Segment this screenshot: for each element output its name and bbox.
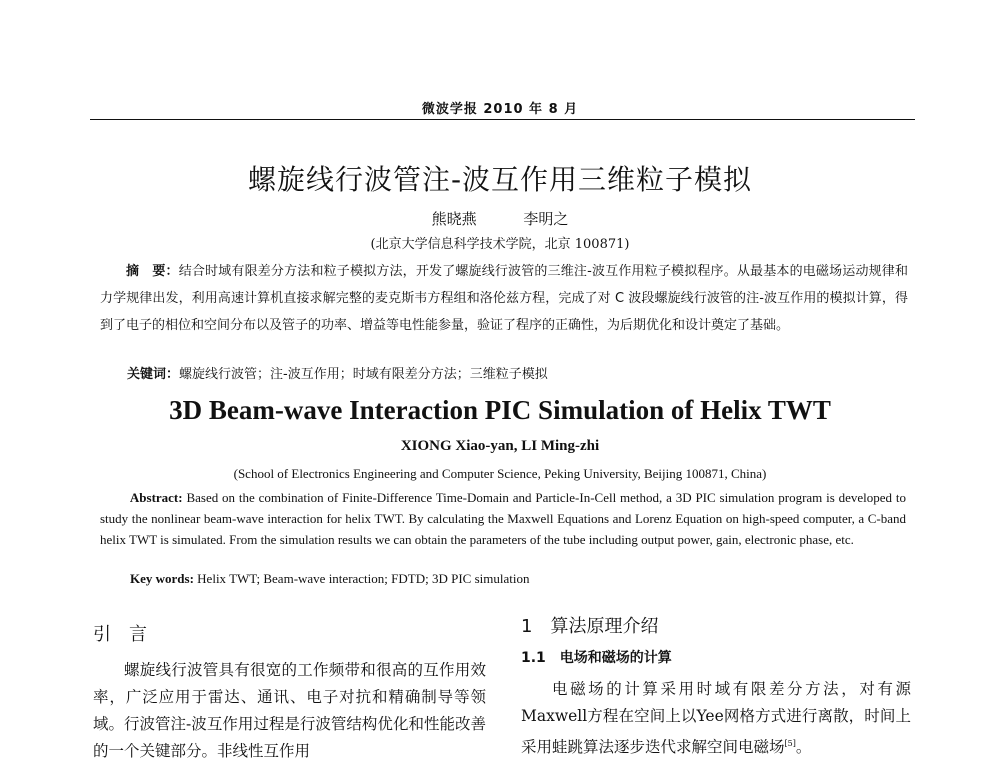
english-keywords [130,571,910,587]
intro-heading: 引言 [93,624,165,645]
english-affiliation: (School of Electronics Engineering and Computer Science, Peking University, Beijing 100871, China) [233,466,767,481]
chinese-abstract-text: 结合时域有限差分方法和粒子模拟方法，开发了螺旋线行波管的三维注-波互作用粒子模拟程序。从最基本的电磁场运动规律和力学规律出发，利用高速计算机直接求解完整的麦克斯韦方程组和洛伦兹方程，完成了对 C 波段螺旋线行波管的注-波互作用的模拟计算，得到了电子的相位和空间分布以及管子的功率、增益等电性能参量，验证了程序的正确性，为后期优化和设计奠定了基础。 [100,264,908,333]
section-1-1-end: 。 [795,738,812,757]
english-abstract-label: Abstract: [129,490,183,505]
intro-paragraph: 螺旋线行波管具有很宽的工作频带和很高的互作用效率，广泛应用于雷达、通讯、电子对抗和精确制导等领域。行波管注-波互作用过程是行波管结构优化和性能改善的一个关键部分。非线性互作用 [93,661,486,760]
section-1-1-paragraph [521,676,911,761]
section-1-heading: 1 算法原理介绍 [521,616,659,637]
chinese-keywords-label: 关键词： [127,367,180,382]
header-rule [90,119,915,120]
chinese-keywords [127,363,907,382]
english-title: 3D Beam-wave Interaction PIC Simulation of Helix TWT [169,395,831,425]
section-1-1-text: 电磁场的计算采用时域有限差分方法，对有源Maxwell方程在空间上以Yee网格方式进行离散，时间上采用蛙跳算法逐步迭代求解空间电磁场 [521,680,911,757]
chinese-keywords-text: 螺旋线行波管；注-波互作用；时域有限差分方法；三维粒子模拟 [179,367,548,382]
chinese-affiliation: (北京大学信息科学技术学院，北京 100871) [370,237,630,252]
citation-ref: [5] [784,739,796,748]
english-keywords-text: Helix TWT; Beam-wave interaction; FDTD; 3D PIC simulation [193,571,530,586]
chinese-authors [0,208,1000,229]
section-1-1-heading: 1.1 电场和磁场的计算 [521,650,672,666]
chinese-abstract [100,258,908,339]
author-2: 李明之 [523,210,569,228]
chinese-abstract-label: 摘 要： [126,264,179,279]
journal-header: 微波学报 2010 年 8 月 [421,102,579,117]
english-keywords-label: Key words: [130,571,194,586]
author-1: 熊晓燕 [431,210,477,228]
english-authors: XIONG Xiao-yan, LI Ming-zhi [400,438,600,454]
chinese-title: 螺旋线行波管注-波互作用三维粒子模拟 [247,163,753,196]
english-abstract [100,487,906,550]
english-abstract-text: Based on the combination of Finite-Difference Time-Domain and Particle-In-Cell method, a 3D PIC simulation program is developed to study the nonlinear beam-wave interaction for helix TWT. By calculating the Maxwell Equations and Lorenz Equation on high-speed computer, a C-band helix TWT is simulated. From the simulation results we can obtain the parameters of the tube including output power, gain, electronic phase, etc. [100,490,906,547]
